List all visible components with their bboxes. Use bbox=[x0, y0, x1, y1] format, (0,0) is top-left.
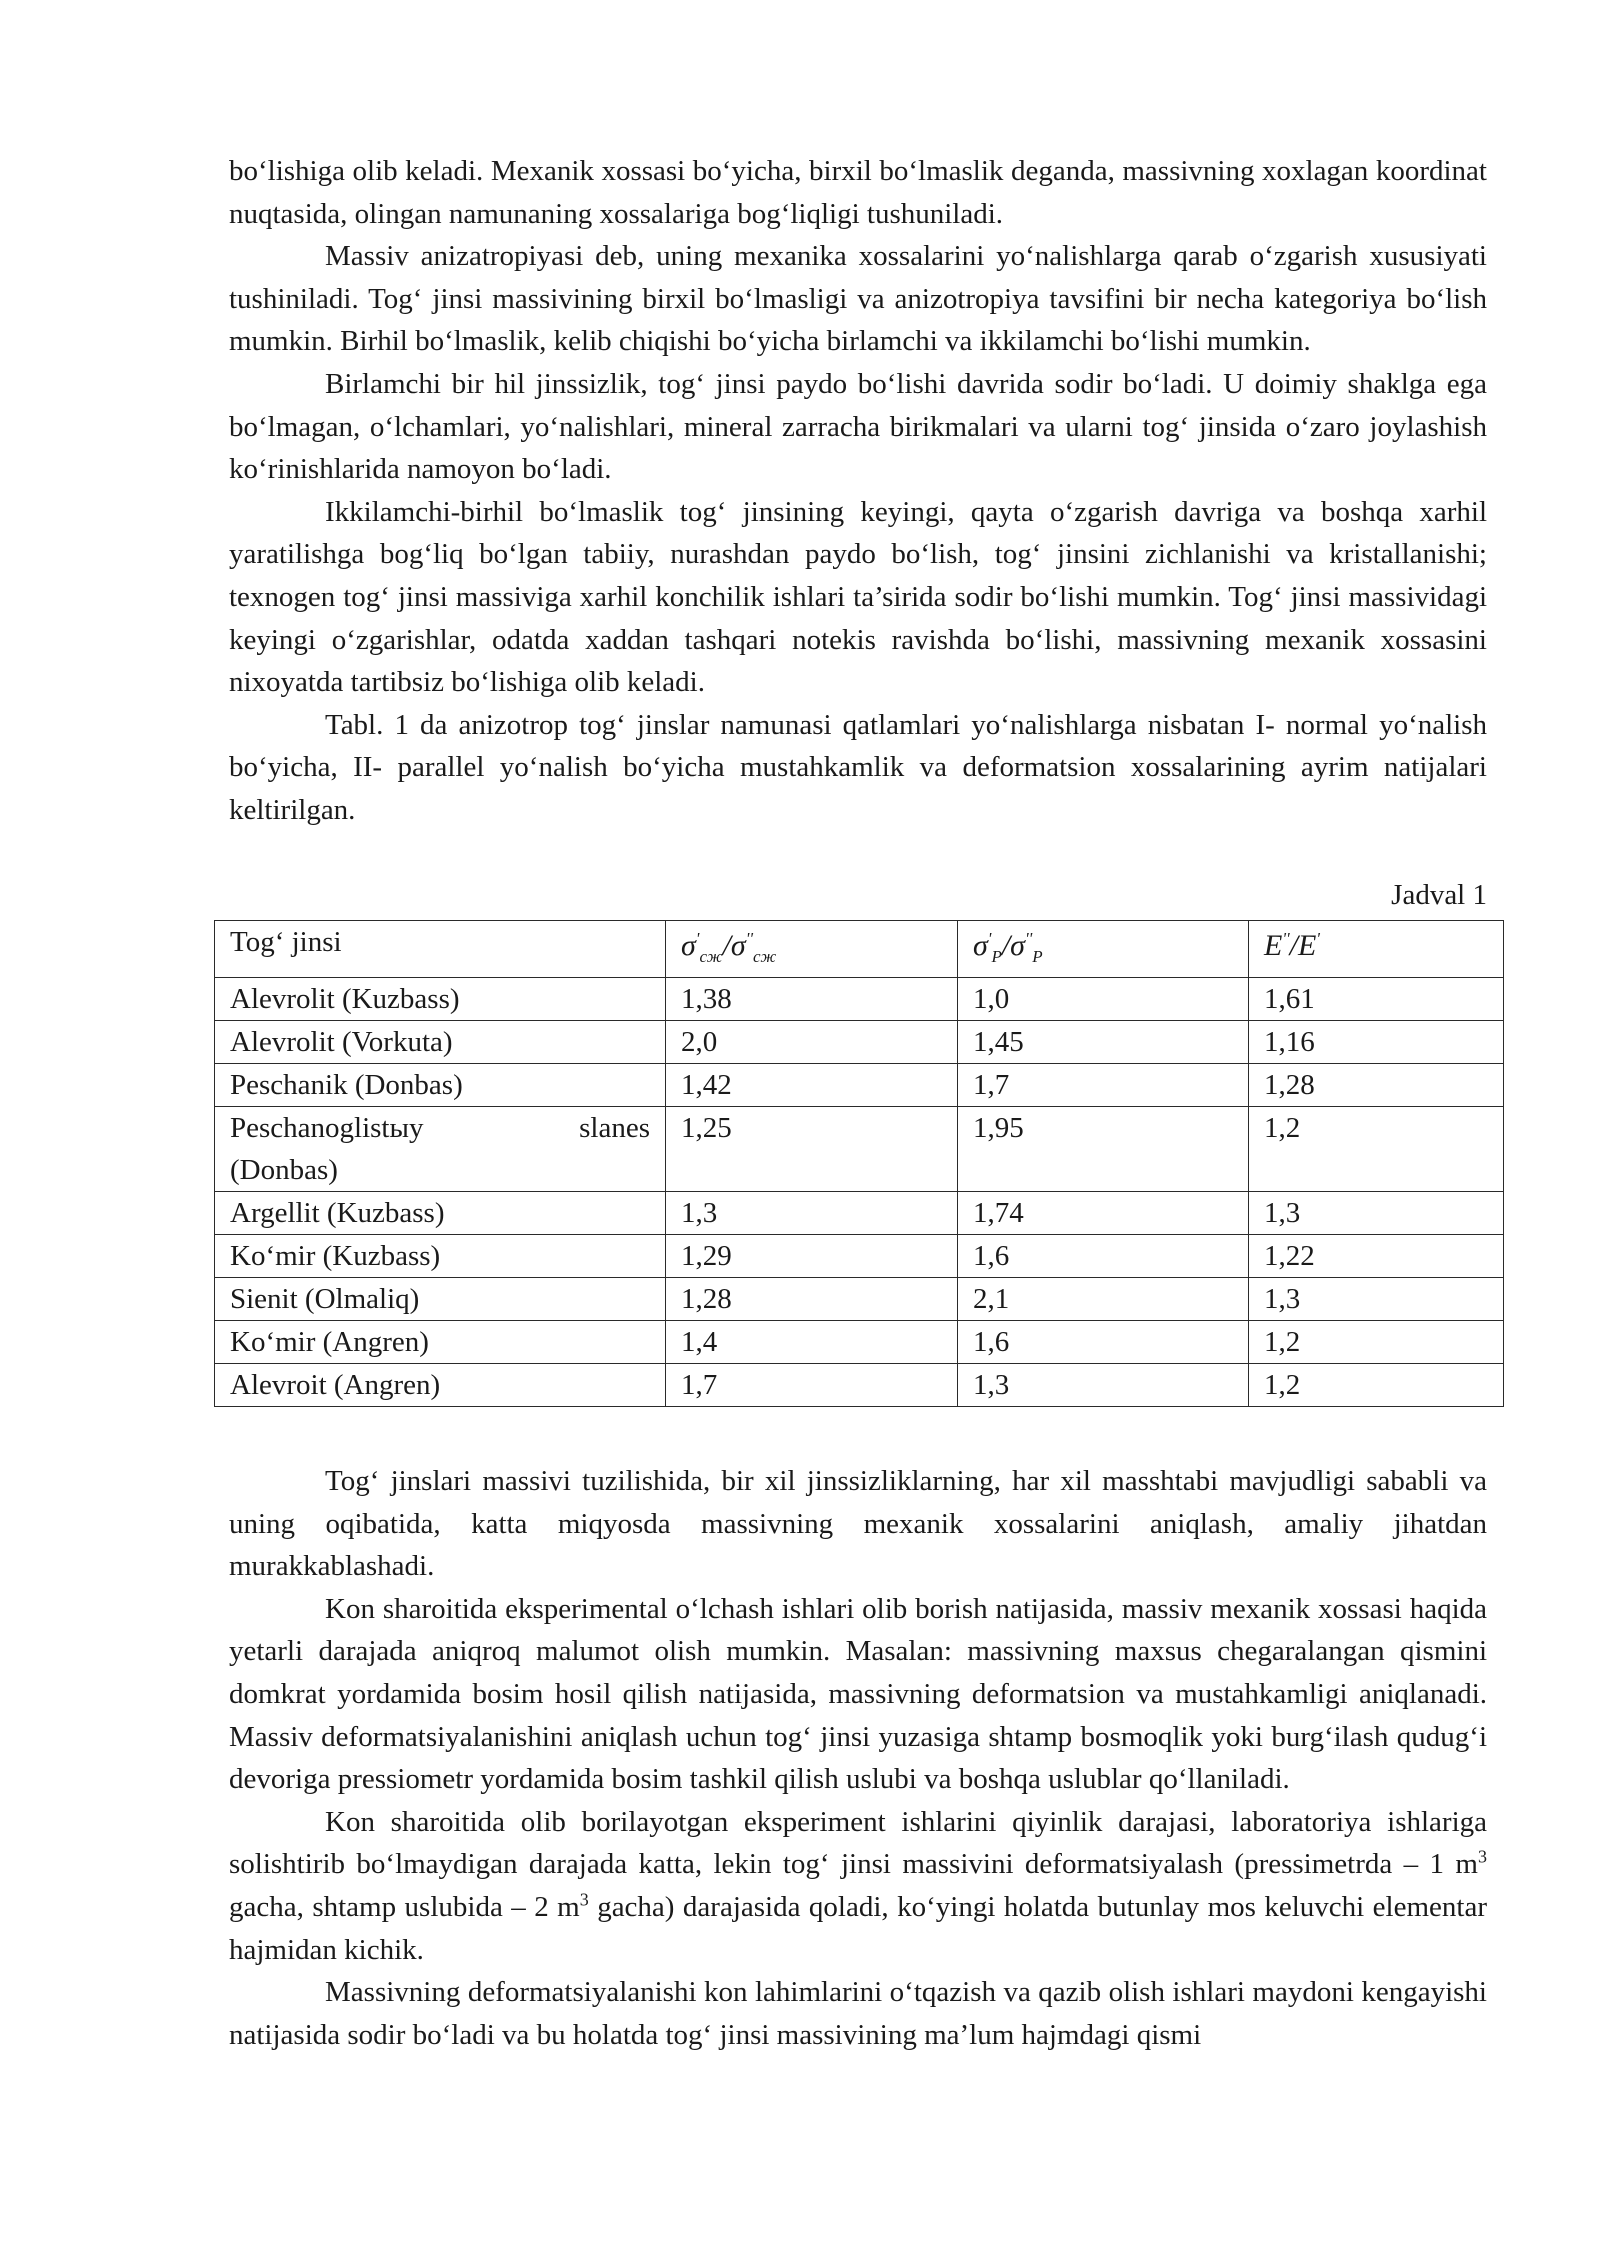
paragraph: Kon sharoitida olib borilayotgan eksperiment ishlarini qiyinlik darajasi, laboratoriya ishlariga solishtirib bo‘lmaydigan darajada katta, lekin tog‘ jinsi massivini deformatsiyalash (pressimetrda – 1 $m^3$ gacha, shtamp uslubida – 2 $m^3$ gacha) darajasida qoladi, ko‘yingi holatda butunlay mos keluvchi elementar hajmidan kichik. bbox=[229, 1805, 1487, 1966]
cell-rock: Alevrolit (Vorkuta) bbox=[215, 1021, 666, 1064]
cell-compression: 1,42 bbox=[666, 1064, 958, 1107]
cell-modulus: 1,61 bbox=[1249, 978, 1504, 1021]
cell-compression: 1,3 bbox=[666, 1192, 958, 1235]
paragraph: Massivning deformatsiyalanishi kon lahimlarini o‘tqazish va qazib olish ishlari maydoni kengayishi natijasida sodir bo‘ladi va bu holatda tog‘ jinsi massivining ma’lum hajmdagi qismi bbox=[229, 1976, 1487, 2051]
cell-compression: 1,28 bbox=[666, 1278, 958, 1321]
table-row bbox=[215, 1364, 1504, 1407]
cell-rock: Peschanik (Donbas) bbox=[215, 1064, 666, 1107]
cell-compression: 1,29 bbox=[666, 1235, 958, 1278]
header-compression-ratio: $\sigma'_{сж}/\sigma''_{сж}$ bbox=[666, 921, 958, 978]
bottom-text bbox=[229, 1460, 1487, 2056]
cell-tension: 1,3 bbox=[958, 1364, 1249, 1407]
paragraph: Kon sharoitida eksperimental o‘lchash ishlari olib borish natijasida, massiv mexanik xossasi haqida yetarli darajada aniqroq malumot olish mumkin. Masalan: massivning maxsus chegaralangan qismini domkrat yordamida bosim hosil qilish natijasida, massivning deformatsion va mustahkamligi aniqlanadi. Massiv deformatsiyalanishini aniqlash uchun tog‘ jinsi yuzasiga shtamp bosmoqlik yoki burg‘ilash qudug‘i devoriga pressiometr yordamida bosim tashkil qilish uslubi va boshqa uslublar qo‘llaniladi. bbox=[229, 1592, 1487, 1796]
table-row bbox=[215, 1064, 1504, 1107]
header-tension-ratio: $\sigma'_P/\sigma''_P$ bbox=[958, 921, 1249, 978]
top-text bbox=[229, 150, 1487, 832]
cell-tension: 1,74 bbox=[958, 1192, 1249, 1235]
cell-rock: Alevrolit (Kuzbass) bbox=[215, 978, 666, 1021]
cell-compression: 1,25 bbox=[666, 1107, 958, 1192]
header-rock: Tog‘ jinsi bbox=[215, 921, 666, 978]
table-row bbox=[215, 1192, 1504, 1235]
table-row bbox=[215, 1107, 1504, 1192]
cell-modulus: 1,2 bbox=[1249, 1364, 1504, 1407]
paragraph: Ikkilamchi-birhil bo‘lmaslik tog‘ jinsining keyingi, qayta o‘zgarish davriga va boshqa xarhil yaratilishga bog‘liq bo‘lgan tabiiy, nurashdan paydo bo‘lish, tog‘ jinsini zichlanishi va kristallanishi; texnogen tog‘ jinsi massiviga xarhil konchilik ishlari ta’sirida sodir bo‘lishi mumkin. Tog‘ jinsi massividagi keyingi o‘zgarishlar, odatda xaddan tashqari notekis ravishda bo‘lishi, massivning mexanik xossasini nixoyatda tartibsiz bo‘lishiga olib keladi. bbox=[229, 495, 1487, 699]
cell-rock: Sienit (Olmaliq) bbox=[215, 1278, 666, 1321]
paragraph: Birlamchi bir hil jinssizlik, tog‘ jinsi paydo bo‘lishi davrida sodir bo‘ladi. U doimiy shaklga ega bo‘lmagan, o‘lchamlari, yo‘nalishlari, mineral zarracha birikmalari va ularni tog‘ jinsida o‘zaro joylashish ko‘rinishlarida namoyon bo‘ladi. bbox=[229, 367, 1487, 486]
cell-modulus: 1,22 bbox=[1249, 1235, 1504, 1278]
cell-tension: 1,6 bbox=[958, 1235, 1249, 1278]
cell-tension: 1,45 bbox=[958, 1021, 1249, 1064]
paragraph: Tabl. 1 da anizotrop tog‘ jinslar namunasi qatlamlari yo‘nalishlarga nisbatan I- normal yo‘nalish bo‘yicha, II- parallel yo‘nalish bo‘yicha mustahkamlik va deformatsion xossalarining ayrim natijalari keltirilgan. bbox=[229, 708, 1487, 826]
cell-compression: 1,4 bbox=[666, 1321, 958, 1364]
cell-compression: 2,0 bbox=[666, 1021, 958, 1064]
table-row bbox=[215, 1278, 1504, 1321]
cell-tension: 2,1 bbox=[958, 1278, 1249, 1321]
data-table bbox=[214, 920, 1504, 1407]
paragraph: Tog‘ jinslari massivi tuzilishida, bir xil jinssizliklarning, har xil masshtabi mavjudligi sababli va uning oqibatida, katta miqyosda massivning mexanik xossalarini aniqlash, amaliy jihatdan murakkablashadi. bbox=[229, 1465, 1487, 1583]
cell-rock: Alevroit (Angren) bbox=[215, 1364, 666, 1407]
cell-modulus: 1,16 bbox=[1249, 1021, 1504, 1064]
cell-tension: 1,0 bbox=[958, 978, 1249, 1021]
cell-rock: Peschanoglistыy slanes (Donbas) bbox=[215, 1107, 666, 1192]
cell-modulus: 1,2 bbox=[1249, 1321, 1504, 1364]
cell-tension: 1,7 bbox=[958, 1064, 1249, 1107]
table-row bbox=[215, 1021, 1504, 1064]
header-modulus-ratio: E''/E' bbox=[1249, 921, 1504, 978]
cell-modulus: 1,3 bbox=[1249, 1192, 1504, 1235]
cell-modulus: 1,3 bbox=[1249, 1278, 1504, 1321]
paragraph: Massiv anizatropiyasi deb, uning mexanika xossalarini yo‘nalishlarga qarab o‘zgarish xususiyati tushiniladi. Tog‘ jinsi massivining birxil bo‘lmasligi va anizotropiya tavsifini bir necha kategoriya bo‘lish mumkin. Birhil bo‘lmaslik, kelib chiqishi bo‘yicha birlamchi va ikkilamchi bo‘lishi mumkin. bbox=[229, 240, 1487, 358]
table-header-row bbox=[215, 921, 1504, 978]
table-row bbox=[215, 1321, 1504, 1364]
cell-compression: 1,7 bbox=[666, 1364, 958, 1407]
cell-modulus: 1,28 bbox=[1249, 1064, 1504, 1107]
cell-tension: 1,6 bbox=[958, 1321, 1249, 1364]
cell-rock: Argellit (Kuzbass) bbox=[215, 1192, 666, 1235]
cell-tension: 1,95 bbox=[958, 1107, 1249, 1192]
paragraph: bo‘lishiga olib keladi. Mexanik xossasi bo‘yicha, birxil bo‘lmaslik deganda, massivning xoxlagan koordinat nuqtasida, olingan namunaning xossalariga bog‘liqligi tushuniladi. bbox=[229, 155, 1487, 230]
cell-rock: Ko‘mir (Kuzbass) bbox=[215, 1235, 666, 1278]
table-caption: Jadval 1 bbox=[1391, 879, 1487, 911]
cell-compression: 1,38 bbox=[666, 978, 958, 1021]
cell-modulus: 1,2 bbox=[1249, 1107, 1504, 1192]
table-row bbox=[215, 1235, 1504, 1278]
cell-rock: Ko‘mir (Angren) bbox=[215, 1321, 666, 1364]
table-row bbox=[215, 978, 1504, 1021]
